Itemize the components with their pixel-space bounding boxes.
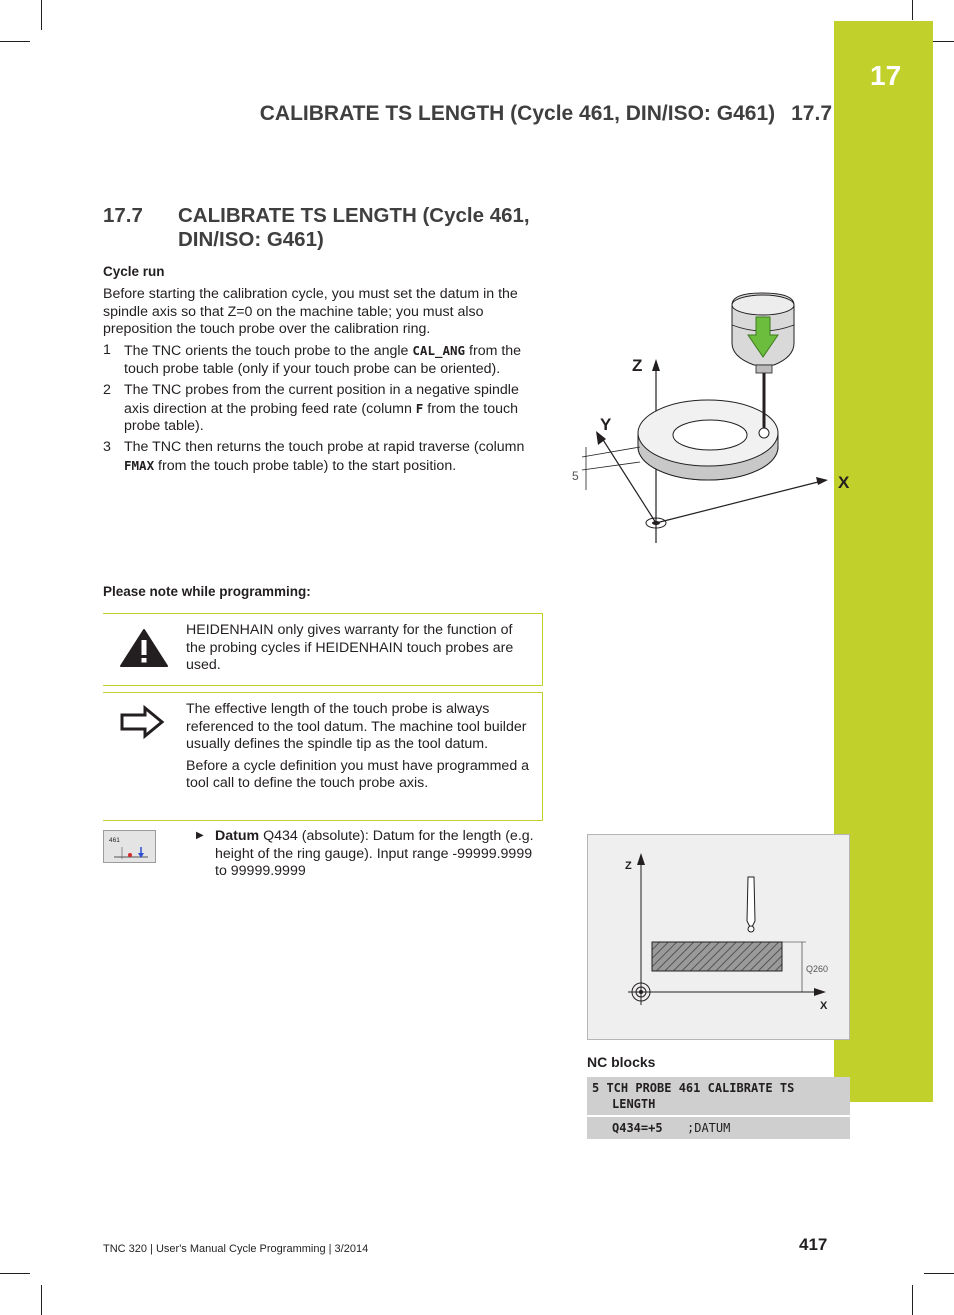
softkey-graphic-icon bbox=[112, 845, 152, 861]
list-item-text: from the touch probe table) to the start position. bbox=[154, 457, 457, 474]
parameter-text: Q434 (absolute): Datum for the length (e.g. height of the ring gauge). Input range -99999.9999 to 99999.9999 bbox=[215, 828, 534, 879]
info-box bbox=[103, 692, 543, 821]
list-item bbox=[103, 382, 543, 436]
datum-figure bbox=[587, 834, 850, 1040]
axis-label-x: X bbox=[838, 473, 850, 492]
axis-label-z: Z bbox=[632, 356, 643, 375]
nc-block-line: LENGTH bbox=[612, 1097, 656, 1111]
page-number: 417 bbox=[799, 1235, 828, 1254]
list-item-text: The TNC then returns the touch probe at rapid traverse (column bbox=[124, 439, 525, 455]
list-item-number: 1 bbox=[103, 342, 111, 358]
arrow-right-icon bbox=[119, 705, 165, 739]
dimension-label: 5 bbox=[572, 469, 579, 483]
parameter-description bbox=[215, 828, 545, 881]
crop-mark bbox=[0, 41, 30, 42]
info-text bbox=[186, 693, 542, 805]
crop-mark bbox=[924, 1273, 954, 1274]
code-term: FMAX bbox=[124, 457, 155, 473]
running-header bbox=[260, 102, 832, 126]
axis-label-z: Z bbox=[625, 860, 632, 872]
info-icon-column bbox=[103, 693, 185, 820]
dimension-label: Q260 bbox=[806, 964, 829, 974]
list-item-text: The TNC probes from the current position in a negative spindle axis direction at the probing feed rate (column bbox=[124, 382, 519, 417]
crop-mark bbox=[912, 0, 913, 20]
nc-block-line: 5 TCH PROBE 461 CALIBRATE TS bbox=[592, 1081, 795, 1095]
nc-parameter-comment: ;DATUM bbox=[687, 1121, 731, 1135]
warning-icon-column bbox=[103, 614, 185, 685]
footer-text: TNC 320 | User's Manual Cycle Programming | 3/2014 bbox=[103, 1243, 369, 1255]
warning-icon bbox=[119, 628, 169, 668]
running-header-section: 17.7 bbox=[791, 102, 832, 125]
code-term: CAL_ANG bbox=[412, 343, 466, 358]
nc-parameter-code: Q434=+5 bbox=[612, 1121, 663, 1135]
nc-blocks-heading: NC blocks bbox=[587, 1054, 656, 1070]
nc-block-row bbox=[587, 1077, 850, 1115]
list-item-number: 3 bbox=[103, 439, 111, 455]
warning-box bbox=[103, 613, 543, 686]
datum-diagram bbox=[588, 835, 849, 1039]
info-paragraph: The effective length of the touch probe is always referenced to the tool datum. The machine tool builder usually defines the spindle tip as the tool datum. bbox=[186, 701, 527, 752]
section-heading bbox=[103, 204, 543, 252]
warning-text: HEIDENHAIN only gives warranty for the function of the probing cycles if HEIDENHAIN touch probes are used. bbox=[186, 622, 514, 673]
crop-mark bbox=[41, 1285, 42, 1315]
bullet-arrow-icon: ▶ bbox=[196, 830, 204, 841]
section-title: CALIBRATE TS LENGTH (Cycle 461, DIN/ISO: G461) bbox=[178, 204, 530, 251]
list-item bbox=[103, 439, 543, 475]
notes-heading: Please note while programming: bbox=[103, 584, 311, 599]
crop-mark bbox=[41, 0, 42, 30]
running-header-title: CALIBRATE TS LENGTH (Cycle 461, DIN/ISO: G461) bbox=[259, 102, 776, 125]
crop-mark bbox=[0, 1273, 30, 1274]
list-item-text: The TNC orients the touch probe to the angle bbox=[124, 343, 413, 359]
code-term: F bbox=[415, 400, 424, 416]
softkey-label: 461 bbox=[109, 837, 120, 844]
probe-ring-figure bbox=[560, 285, 860, 550]
crop-mark bbox=[912, 1285, 913, 1315]
cycle-run-heading: Cycle run bbox=[103, 264, 165, 279]
chapter-number: 17 bbox=[870, 60, 902, 91]
list-item bbox=[103, 342, 543, 378]
parameter-name: Datum bbox=[215, 828, 260, 844]
nc-block-row bbox=[587, 1117, 850, 1139]
axis-label-x: X bbox=[820, 1000, 828, 1012]
info-paragraph: Before a cycle definition you must have programmed a tool call to define the touch probe axis. bbox=[186, 757, 530, 791]
list-item-number: 2 bbox=[103, 382, 111, 398]
list-item-text: from the touch probe table). bbox=[124, 400, 518, 434]
axis-label-y: Y bbox=[600, 415, 612, 434]
section-number: 17.7 bbox=[103, 204, 143, 227]
list-item-text: from the touch probe table (only if your touch probe can be oriented). bbox=[124, 343, 522, 377]
cycle-461-softkey[interactable] bbox=[103, 830, 156, 863]
cycle-run-intro: Before starting the calibration cycle, you must set the datum in the spindle axis so that Z=0 on the machine table; you must also preposition the touch probe over the calibration ring. bbox=[103, 286, 518, 337]
